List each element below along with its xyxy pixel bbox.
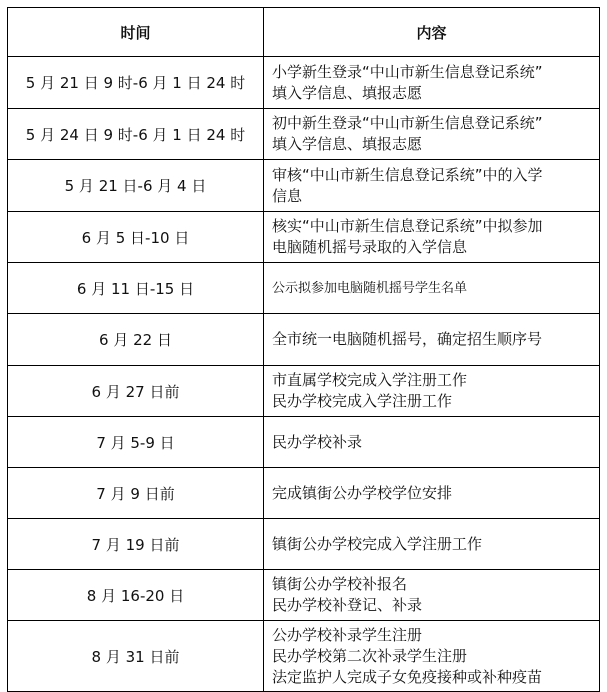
- table-row: [8, 621, 600, 692]
- content-line: 法定监护人完成子女免疫接种或补种疫苗: [272, 667, 543, 686]
- content-line: 核实“中山市新生信息登记系统”中拟参加: [272, 217, 543, 235]
- time-cell: 7 月 19 日前: [8, 519, 264, 570]
- content-cell: [264, 417, 600, 468]
- table-row: [8, 468, 600, 519]
- content-line: 小学新生登录“中山市新生信息登记系统”: [272, 62, 543, 81]
- content-line: 全市统一电脑随机摇号，确定招生顺序号: [272, 330, 543, 348]
- content-line: 民办学校补登记、补录: [272, 596, 423, 614]
- content-line: 信息: [272, 186, 303, 205]
- time-cell: 6 月 27 日前: [8, 366, 264, 417]
- table-row: [8, 109, 600, 160]
- content-cell: [264, 468, 600, 519]
- content-line: 完成镇街公办学校学位安排: [272, 483, 453, 502]
- table-row: [8, 57, 600, 109]
- content-cell: [264, 570, 600, 621]
- table-row: [8, 314, 600, 366]
- content-line: 公办学校补录学生注册: [272, 625, 423, 644]
- content-cell: [264, 366, 600, 417]
- table-row: [8, 519, 600, 570]
- content-line: 民办学校完成入学注册工作: [272, 392, 453, 410]
- content-line: 民办学校补录: [272, 432, 363, 451]
- time-cell: 8 月 31 日前: [8, 621, 264, 692]
- time-cell: 5 月 24 日 9 时-6 月 1 日 24 时: [8, 109, 264, 160]
- content-line: 镇街公办学校完成入学注册工作: [272, 534, 483, 553]
- time-cell: 5 月 21 日-6 月 4 日: [8, 160, 264, 212]
- content-cell: [264, 263, 600, 314]
- table-row: [8, 570, 600, 621]
- table-row: [8, 366, 600, 417]
- table-row: [8, 417, 600, 468]
- time-cell: 6 月 5 日-10 日: [8, 212, 264, 263]
- header-row: [8, 8, 600, 57]
- time-cell: 7 月 5-9 日: [8, 417, 264, 468]
- content-line: 电脑随机摇号录取的入学信息: [272, 238, 468, 256]
- time-cell: 6 月 11 日-15 日: [8, 263, 264, 314]
- time-cell: 7 月 9 日前: [8, 468, 264, 519]
- content-line: 审核“中山市新生信息登记系统”中的入学: [272, 165, 543, 184]
- content-cell: [264, 621, 600, 692]
- content-cell: [264, 57, 600, 109]
- schedule-table: [7, 7, 600, 692]
- content-cell: [264, 160, 600, 212]
- time-column-header: 时间: [8, 8, 264, 57]
- content-cell: [264, 314, 600, 366]
- content-cell: [264, 519, 600, 570]
- table-row: [8, 212, 600, 263]
- content-line: 填入学信息、填报志愿: [272, 135, 423, 153]
- content-column-header: 内容: [264, 8, 600, 57]
- content-line: 填入学信息、填报志愿: [272, 83, 423, 102]
- content-line: 初中新生登录“中山市新生信息登记系统”: [272, 114, 543, 132]
- content-line: 民办学校第二次补录学生注册: [272, 646, 468, 665]
- table-row: [8, 263, 600, 314]
- content-line: 市直属学校完成入学注册工作: [272, 371, 468, 389]
- time-cell: 5 月 21 日 9 时-6 月 1 日 24 时: [8, 57, 264, 109]
- content-line: 公示拟参加电脑随机摇号学生名单: [272, 280, 468, 296]
- content-line: 镇街公办学校补报名: [272, 575, 408, 593]
- time-cell: 8 月 16-20 日: [8, 570, 264, 621]
- content-cell: [264, 212, 600, 263]
- time-cell: 6 月 22 日: [8, 314, 264, 366]
- content-cell: [264, 109, 600, 160]
- table-row: [8, 160, 600, 212]
